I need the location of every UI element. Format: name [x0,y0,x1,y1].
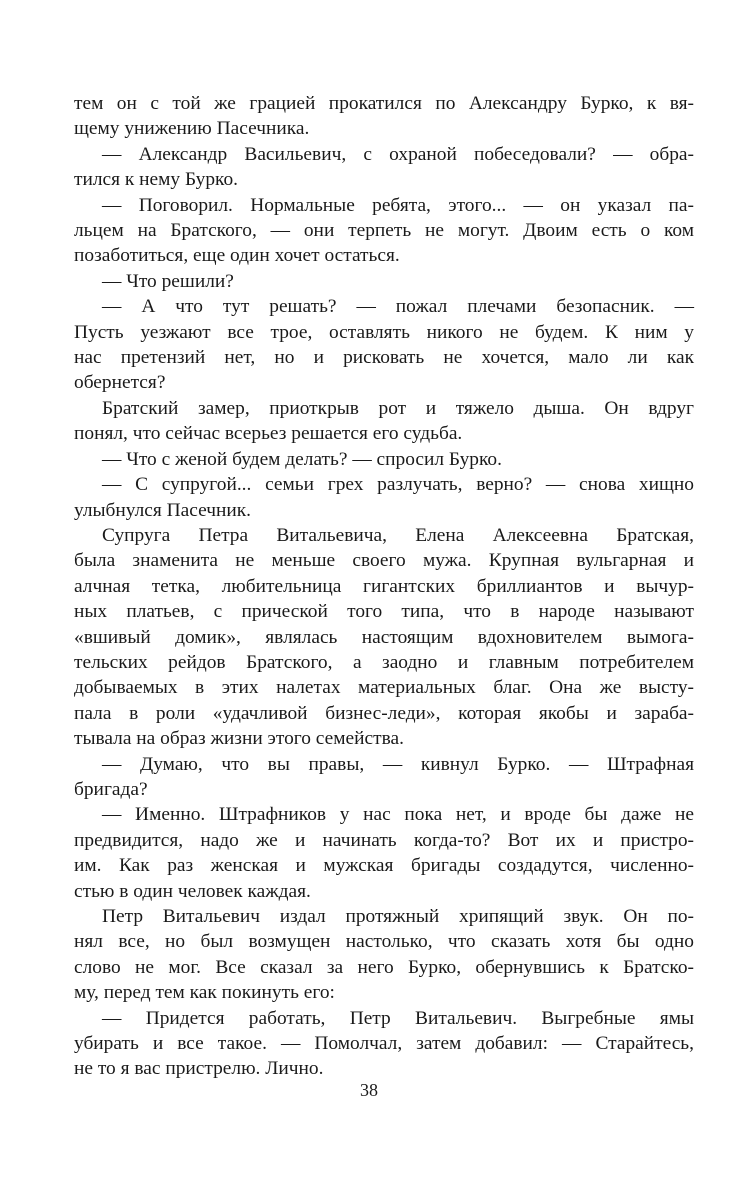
text-line: не то я вас пристрелю. Лично. [74,1058,324,1080]
page-number: 38 [360,1080,378,1100]
text-line: пала в роли «удачливой бизнес-леди», которая якобы и зараба- [74,702,694,724]
text-line: — Думаю, что вы правы, — кивнул Бурко. — Штрафная [102,753,694,775]
text-line: тем он с той же грацией прокатился по Александру Бурко, к вя- [74,93,694,114]
text-line: алчная тетка, любительница гигантских бриллиантов и вычур- [74,575,694,597]
text-line: улыбнулся Пасечник. [74,499,252,521]
text-line: была знаменита не меньше своего мужа. Крупная вульгарная и [74,550,694,572]
text-line: нас претензий нет, но и рисковать не хочется, мало ли как [74,347,694,369]
text-line: Пусть уезжают все трое, оставлять никого не будем. К ним у [74,321,694,343]
text-line: ных платьев, с прической того типа, что в народе называют [74,601,694,623]
text-line: обернется? [74,372,166,394]
text-line: тывала на образ жизни этого семейства. [74,728,404,750]
text-line: тельских рейдов Братского, а заодно и главным потребителем [74,651,694,673]
text-line: «вшивый домик», являлась настоящим вдохновителем вымога- [74,626,694,648]
text-line: понял, что сейчас всерьез решается его судьба. [74,423,463,445]
text-line: Петр Витальевич издал протяжный хрипящий звук. Он по- [102,906,694,927]
text-line: бригада? [74,778,148,800]
text-line: Братский замер, приоткрыв рот и тяжело дыша. Он вдруг [102,397,694,419]
page-body [74,91,694,1082]
text-line: стью в один человек каждая. [74,880,311,902]
text-line: му, перед тем как покинуть его: [74,982,335,1004]
text-line: нял все, но был возмущен настолько, что сказать хотя бы одно [74,931,694,953]
text-line: — Поговорил. Нормальные ребята, этого... — он указал па- [102,194,694,216]
text-line: — Именно. Штрафников у нас пока нет, и вроде бы даже не [102,804,694,826]
text-line: добываемых в этих налетах материальных благ. Она же высту- [74,677,694,699]
text-line: — Что с женой будем делать? — спросил Бурко. [102,448,502,470]
text-line: щему унижению Пасечника. [74,118,310,140]
text-line: — Что решили? [102,270,234,292]
text-line: — С супругой... семьи грех разлучать, верно? — снова хищно [102,474,694,496]
text-line: льцем на Братского, — они терпеть не могут. Двоим есть о ком [74,220,694,242]
text-line: Супруга Петра Витальевича, Елена Алексеевна Братская, [102,524,694,546]
text-line: убирать и все такое. — Помолчал, затем добавил: — Старайтесь, [74,1033,694,1055]
text-line: им. Как раз женская и мужская бригады создадутся, численно- [74,855,694,877]
text-line: тился к нему Бурко. [74,169,238,191]
text-line: слово не мог. Все сказал за него Бурко, обернувшись к Братско- [74,956,694,978]
text-line: — Александр Васильевич, с охраной побеседовали? — обра- [102,143,694,165]
text-line: предвидится, надо же и начинать когда-то? Вот их и пристро- [74,829,694,851]
text-line: — Придется работать, Петр Витальевич. Выгребные ямы [102,1007,694,1029]
text-line: — А что тут решать? — пожал плечами безопасник. — [102,296,694,318]
text-line: позаботиться, еще один хочет остаться. [74,245,400,267]
